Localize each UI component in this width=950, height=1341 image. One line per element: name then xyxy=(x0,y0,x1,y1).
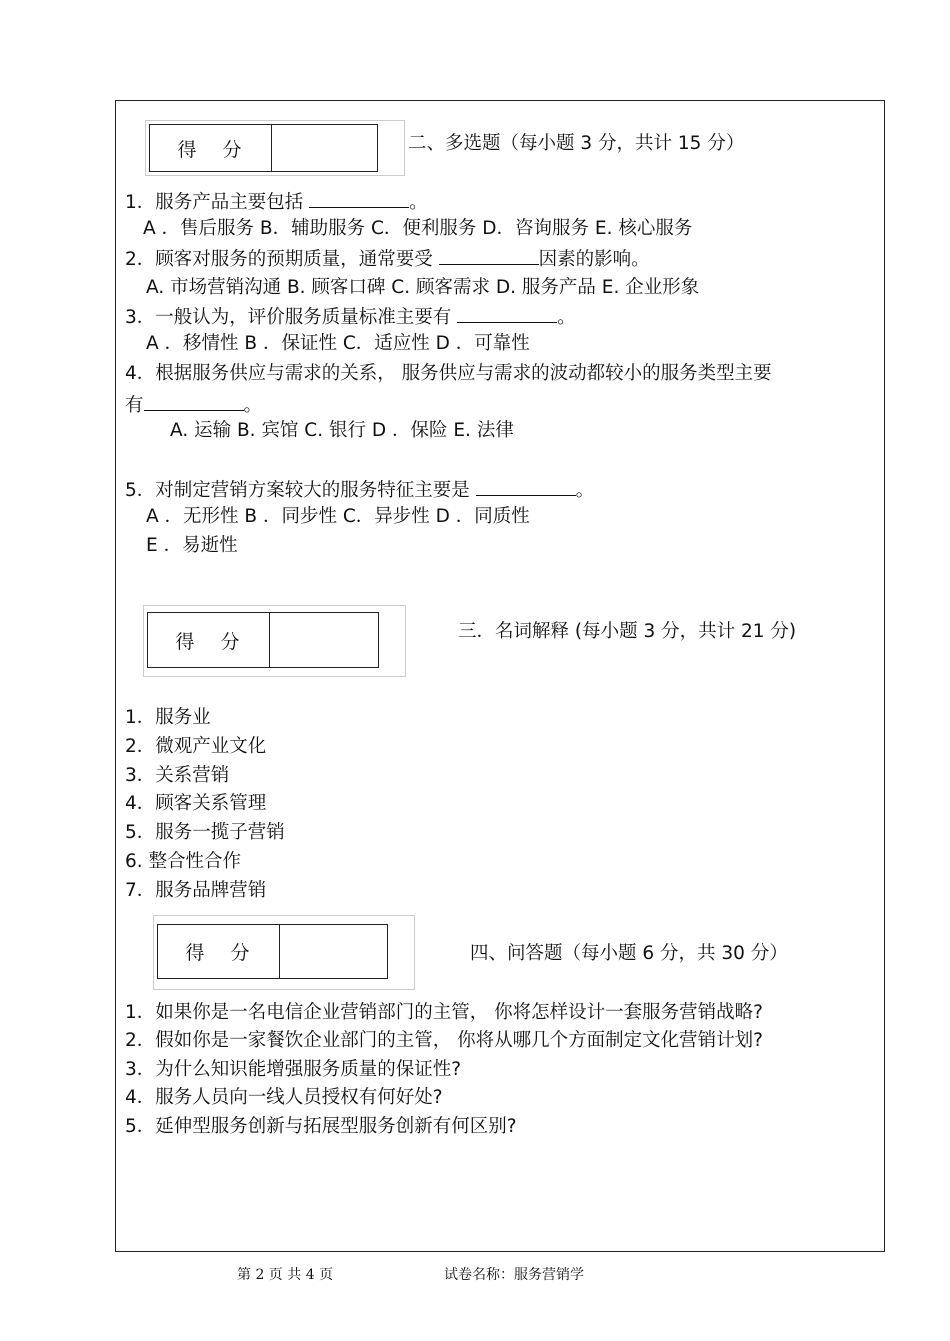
essay-item: 4．服务人员向一线人员授权有何好处? xyxy=(125,1087,443,1108)
term-item: 1．服务业 xyxy=(125,707,211,728)
question-4-cont: 有 。 xyxy=(125,392,262,418)
page-number: 第 2 页 共 4 页 xyxy=(237,1267,334,1283)
term-item: 7．服务品牌营销 xyxy=(125,880,267,901)
options-5: A ．无形性 B ．同步性 C．异步性 D ．同质性 xyxy=(146,506,530,527)
options-1: A ．售后服务 B．辅助服务 C．便利服务 D．咨询服务 E. 核心服务 xyxy=(143,218,693,239)
score-label: 得 分 xyxy=(150,125,272,171)
score-value[interactable] xyxy=(270,613,378,667)
score-box-s4 xyxy=(153,915,415,990)
essay-item: 1．如果你是一名电信企业营销部门的主管， 你将怎样设计一套服务营销战略? xyxy=(125,1002,763,1023)
options-4: A. 运输 B. 宾馆 C. 银行 D ．保险 E. 法律 xyxy=(170,420,514,441)
score-box-s3 xyxy=(143,605,406,677)
options-2: A. 市场营销沟通 B. 顾客口碑 C. 顾客需求 D. 服务产品 E. 企业形象 xyxy=(146,277,700,298)
question-5: 5．对制定营销方案较大的服务特征主要是 。 xyxy=(125,477,594,503)
term-item: 4．顾客关系管理 xyxy=(125,793,267,814)
question-2: 2．顾客对服务的预期质量，通常要受 因素的影响。 xyxy=(125,246,650,272)
section-title-essay: 四、问答题（每小题 6 分，共 30 分） xyxy=(470,943,788,964)
options-3: A ．移情性 B ．保证性 C．适应性 D ．可靠性 xyxy=(146,333,530,354)
essay-item: 3．为什么知识能增强服务质量的保证性? xyxy=(125,1059,462,1080)
essay-item: 5．延伸型服务创新与拓展型服务创新有何区别? xyxy=(125,1116,517,1137)
score-label: 得 分 xyxy=(158,925,280,978)
score-value[interactable] xyxy=(272,125,377,171)
term-item: 2．微观产业文化 xyxy=(125,736,267,757)
score-value[interactable] xyxy=(280,925,387,978)
exam-name: 试卷名称：服务营销学 xyxy=(444,1267,584,1283)
question-3: 3．一般认为，评价服务质量标准主要有 。 xyxy=(125,304,576,330)
section-title-terms: 三．名词解释 (每小题 3 分，共计 21 分) xyxy=(458,621,797,642)
essay-item: 2．假如你是一家餐饮企业部门的主管， 你将从哪几个方面制定文化营销计划? xyxy=(125,1030,763,1051)
section-title-multichoice: 二、多选题（每小题 3 分，共计 15 分） xyxy=(408,133,745,154)
term-item: 3．关系营销 xyxy=(125,765,230,786)
question-4: 4．根据服务供应与需求的关系， 服务供应与需求的波动都较小的服务类型主要 xyxy=(125,363,772,384)
term-item: 6. 整合性合作 xyxy=(125,851,242,872)
question-1: 1．服务产品主要包括 。 xyxy=(125,189,428,215)
score-label: 得 分 xyxy=(148,613,270,667)
options-5-cont: E ．易逝性 xyxy=(146,535,238,556)
term-item: 5．服务一揽子营销 xyxy=(125,822,285,843)
score-box-s2 xyxy=(145,120,405,176)
